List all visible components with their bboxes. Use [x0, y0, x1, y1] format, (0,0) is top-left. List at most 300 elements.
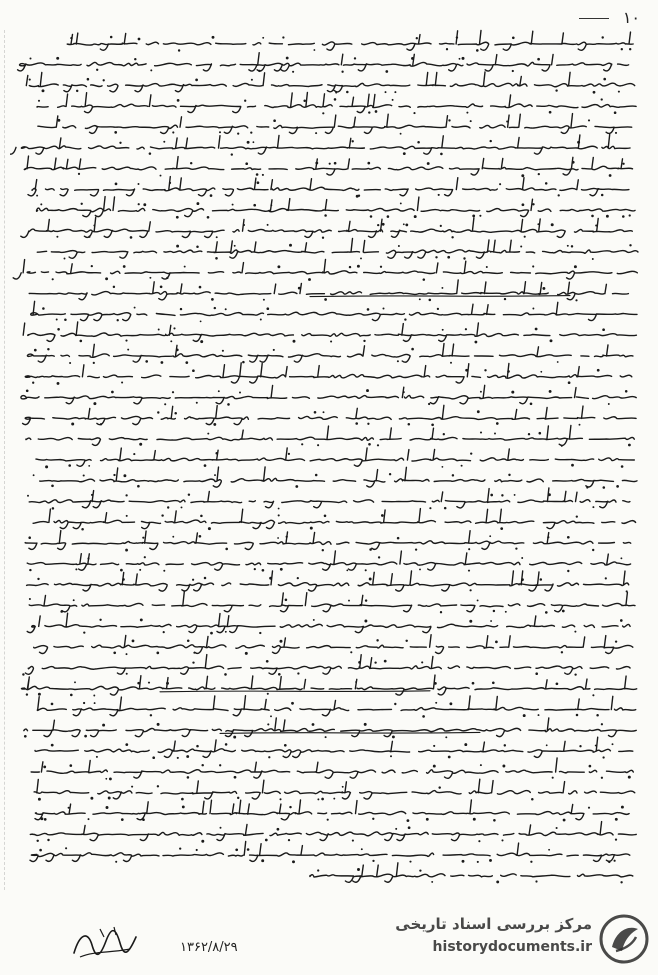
handwriting-dot — [592, 506, 594, 508]
handwriting-dot — [360, 257, 362, 259]
handwriting-dot — [384, 660, 387, 663]
handwriting-dot — [545, 182, 548, 185]
handwriting-dot — [357, 868, 360, 871]
handwriting-dot — [363, 340, 365, 342]
handwriting-dot — [445, 736, 447, 738]
handwriting-dot — [26, 693, 28, 695]
handwriting-dot — [501, 839, 503, 841]
handwriting-dot — [370, 215, 373, 218]
handwriting-dot — [321, 798, 324, 801]
handwriting-line — [38, 114, 632, 134]
handwriting-dot — [629, 214, 631, 216]
handwriting-dot — [400, 202, 402, 204]
handwriting-line — [34, 779, 635, 799]
handwriting-dot — [292, 71, 294, 73]
handwriting-dot — [196, 245, 199, 248]
handwriting-dot — [479, 215, 481, 217]
handwriting-dot — [568, 381, 571, 384]
handwriting-dot — [173, 327, 175, 329]
handwriting-dot — [222, 350, 224, 352]
handwriting-dot — [369, 578, 372, 581]
handwriting-dot — [532, 308, 534, 310]
handwriting-dot — [429, 507, 431, 509]
handwriting-dot — [83, 702, 85, 704]
handwriting-dot — [78, 173, 80, 175]
handwriting-dot — [367, 308, 370, 311]
handwriting-dot — [144, 556, 146, 558]
handwriting-dot — [125, 743, 128, 746]
handwriting-dot — [446, 48, 448, 50]
handwriting-dot — [490, 140, 492, 142]
handwriting-dot — [394, 703, 396, 705]
handwriting-dot — [380, 266, 382, 268]
handwriting-dot — [367, 162, 370, 165]
handwriting-dot — [243, 224, 245, 226]
handwriting-dot — [267, 693, 269, 695]
handwriting-dot — [398, 245, 400, 247]
handwriting-line — [35, 737, 633, 757]
handwriting-dot — [196, 402, 198, 404]
handwriting-dot — [76, 90, 78, 92]
handwriting-line — [37, 696, 635, 716]
handwriting-dot — [267, 723, 269, 725]
handwriting-dot — [140, 618, 143, 621]
handwriting-dot — [438, 786, 440, 788]
handwriting-dot — [312, 723, 315, 726]
handwriting-dot — [567, 570, 569, 572]
handwriting-dot — [145, 360, 148, 363]
handwriting-dot — [574, 673, 576, 675]
handwriting-dot — [100, 423, 102, 425]
handwriting-dot — [119, 142, 121, 144]
handwriting-dot — [448, 756, 451, 759]
handwriting-dot — [163, 570, 165, 572]
handwriting-dot — [278, 508, 280, 510]
handwriting-dot — [133, 453, 135, 455]
handwriting-dot — [192, 369, 195, 372]
handwriting-dot — [213, 423, 216, 426]
handwriting-dot — [394, 91, 396, 93]
handwriting-dot — [252, 141, 254, 143]
handwriting-dot — [551, 223, 554, 226]
handwriting-dot — [195, 79, 198, 82]
handwriting-dot — [434, 682, 437, 685]
handwriting-dot — [477, 861, 479, 863]
handwriting-dot — [586, 486, 588, 488]
handwriting-dot — [397, 360, 399, 362]
handwriting-dot — [595, 745, 597, 747]
handwriting-dot — [268, 756, 270, 758]
handwriting-dot — [591, 215, 594, 218]
handwriting-dot — [387, 215, 390, 218]
handwriting-dot — [28, 536, 31, 539]
handwriting-dot — [552, 777, 554, 779]
handwriting-dot — [266, 660, 269, 663]
handwriting-dot — [166, 682, 169, 685]
handwriting-dot — [56, 236, 58, 238]
handwriting-dot — [34, 349, 37, 352]
handwriting-dot — [273, 349, 275, 351]
handwriting-line — [13, 259, 637, 279]
handwriting-dot — [447, 256, 450, 259]
handwriting-line — [25, 531, 631, 550]
handwriting-dot — [324, 515, 327, 518]
handwriting-dot — [571, 464, 574, 467]
handwriting-dot — [115, 183, 118, 186]
handwriting-dot — [540, 371, 542, 373]
handwriting-dot — [620, 557, 622, 559]
handwriting-line — [31, 301, 637, 320]
handwriting-dot — [361, 848, 363, 850]
handwriting-dot — [106, 806, 109, 809]
handwriting-dot — [528, 433, 530, 435]
handwriting-dot — [218, 390, 220, 392]
handwriting-dot — [496, 880, 499, 883]
handwriting-dot — [33, 474, 35, 476]
handwriting-dot — [261, 859, 264, 862]
handwriting-dot — [125, 549, 128, 552]
watermark-title: مرکز بررسی اسناد تاریخی — [395, 915, 592, 933]
handwriting-dot — [214, 474, 216, 476]
handwriting-dot — [427, 162, 430, 165]
handwriting-dot — [313, 49, 315, 51]
handwriting-dot — [603, 486, 606, 489]
handwriting-dot — [628, 776, 631, 779]
handwriting-dot — [211, 298, 214, 301]
handwriting-line — [28, 177, 629, 196]
handwriting-dot — [448, 119, 450, 121]
handwriting-line — [23, 405, 637, 424]
handwriting-line — [35, 800, 629, 820]
handwriting-dot — [354, 57, 356, 59]
handwriting-dot — [404, 318, 406, 320]
handwriting-dot — [603, 78, 606, 81]
handwriting-dot — [531, 798, 534, 801]
handwriting-dot — [247, 848, 250, 851]
handwriting-dot — [441, 466, 443, 468]
handwriting-dot — [442, 329, 444, 331]
handwriting-dot — [68, 464, 71, 467]
handwriting-dot — [437, 308, 439, 310]
handwriting-dot — [621, 48, 623, 50]
handwriting-dot — [131, 786, 133, 788]
handwriting-dot — [465, 328, 467, 330]
handwriting-dot — [138, 183, 140, 185]
handwriting-dot — [625, 390, 628, 393]
handwriting-dot — [178, 49, 180, 51]
handwriting-dot — [324, 298, 327, 301]
handwriting-dot — [334, 162, 337, 165]
handwriting-dot — [402, 391, 404, 393]
handwriting-dot — [605, 577, 607, 579]
handwriting-dot — [134, 307, 136, 309]
handwriting-line — [30, 842, 630, 862]
handwriting-dot — [556, 827, 558, 829]
handwriting-dot — [282, 36, 284, 38]
handwriting-dot — [280, 568, 283, 571]
handwriting-dot — [303, 100, 306, 103]
handwriting-dot — [134, 58, 136, 60]
underline-stroke — [220, 732, 480, 733]
handwriting-dot — [621, 465, 624, 468]
handwriting-dot — [253, 204, 256, 207]
handwriting-dot — [204, 577, 207, 580]
handwriting-dot — [69, 362, 71, 364]
handwriting-dot — [113, 474, 115, 476]
handwriting-dot — [549, 111, 552, 114]
handwriting-dot — [389, 473, 391, 475]
handwriting-dot — [535, 672, 538, 675]
handwriting-dot — [456, 36, 458, 38]
handwriting-dot — [152, 756, 155, 759]
handwriting-dot — [341, 71, 343, 73]
handwriting-dot — [504, 744, 506, 746]
handwriting-dot — [179, 847, 181, 849]
handwriting-dot — [342, 786, 344, 788]
handwriting-dot — [123, 474, 126, 477]
handwriting-dot — [29, 598, 31, 600]
handwriting-dot — [620, 881, 622, 883]
handwriting-dot — [277, 828, 280, 831]
handwriting-dot — [150, 714, 152, 716]
handwriting-line — [27, 344, 633, 363]
handwriting-dot — [199, 286, 202, 289]
handwriting-dot — [472, 215, 475, 218]
handwriting-dot — [239, 392, 241, 394]
handwriting-dot — [615, 818, 618, 821]
handwriting-dot — [501, 494, 503, 496]
handwriting-dot — [270, 204, 272, 206]
handwriting-dot — [588, 807, 590, 809]
handwriting-dot — [125, 494, 127, 496]
handwriting-dot — [352, 840, 354, 842]
handwriting-line — [33, 509, 636, 529]
handwriting-dot — [621, 806, 624, 809]
handwriting-dot — [628, 444, 631, 447]
handwriting-dot — [126, 653, 128, 655]
handwriting-dot — [142, 818, 145, 821]
handwriting-dot — [260, 319, 262, 321]
handwriting-dot — [480, 391, 482, 393]
handwriting-dot — [620, 619, 623, 622]
handwriting-dot — [105, 277, 108, 280]
handwriting-dot — [279, 798, 281, 800]
handwriting-dot — [60, 610, 63, 613]
handwriting-dot — [130, 236, 133, 239]
handwriting-dot — [110, 36, 113, 39]
handwriting-dot — [317, 869, 319, 871]
handwriting-dot — [149, 152, 152, 155]
handwriting-dot — [378, 556, 380, 558]
handwriting-dot — [176, 216, 179, 219]
handwriting-dot — [80, 340, 83, 343]
handwriting-dot — [346, 569, 348, 571]
handwriting-dot — [333, 798, 335, 800]
handwriting-dot — [43, 765, 46, 768]
handwriting-dot — [114, 131, 117, 134]
handwriting-dot — [440, 225, 442, 227]
handwriting-dot — [606, 215, 609, 218]
handwriting-dot — [463, 257, 465, 259]
handwriting-dot — [346, 91, 349, 94]
handwriting-dot — [546, 744, 548, 746]
handwriting-line — [37, 197, 635, 217]
handwriting-dot — [440, 611, 442, 613]
handwriting-line — [37, 93, 636, 113]
handwriting-dot — [381, 514, 384, 517]
handwriting-dot — [494, 433, 496, 435]
handwriting-dot — [355, 681, 357, 683]
handwriting-dot — [500, 527, 503, 530]
handwriting-dot — [278, 514, 280, 516]
handwriting-dot — [117, 319, 119, 321]
handwriting-dot — [40, 817, 43, 820]
handwriting-dot — [480, 764, 482, 766]
handwriting-dot — [32, 382, 34, 384]
handwriting-dot — [608, 403, 610, 405]
handwriting-dot — [200, 321, 202, 323]
handwriting-dot — [431, 423, 434, 426]
handwriting-dot — [225, 743, 228, 746]
handwriting-dot — [84, 735, 87, 738]
handwriting-dot — [137, 485, 140, 488]
handwriting-dot — [334, 98, 337, 101]
handwriting-dot — [323, 411, 325, 413]
handwriting-dot — [473, 818, 476, 821]
handwriting-dot — [215, 257, 218, 260]
handwriting-dot — [127, 349, 129, 351]
handwriting-dot — [532, 265, 534, 267]
handwriting-dot — [428, 403, 430, 405]
handwriting-dot — [601, 194, 604, 197]
handwriting-dot — [219, 131, 221, 133]
handwriting-dot — [429, 299, 432, 302]
handwriting-line — [10, 134, 630, 154]
handwriting-dot — [405, 224, 408, 227]
handwriting-dot — [161, 514, 163, 516]
handwriting-dot — [227, 403, 230, 406]
handwriting-dot — [419, 869, 421, 871]
handwriting-dot — [356, 195, 359, 198]
handwriting-dot — [322, 112, 324, 114]
handwriting-dot — [265, 839, 268, 842]
handwriting-dot — [308, 278, 311, 281]
handwriting-dot — [285, 599, 288, 602]
handwriting-dot — [477, 599, 479, 601]
handwriting-dot — [52, 278, 54, 280]
handwriting-line — [21, 385, 636, 404]
handwriting-dot — [42, 89, 45, 92]
handwriting-dot — [237, 132, 239, 134]
handwriting-dot — [245, 162, 248, 165]
handwriting-line — [29, 592, 635, 612]
handwriting-dot — [113, 651, 116, 654]
handwriting-dot — [392, 99, 394, 101]
handwriting-dot — [210, 194, 213, 197]
handwriting-dot — [163, 631, 165, 633]
handwriting-dot — [172, 536, 174, 538]
handwriting-dot — [182, 805, 185, 808]
handwriting-dot — [507, 370, 510, 373]
handwriting-dot — [57, 119, 60, 122]
handwriting-dot — [200, 340, 203, 343]
handwriting-dot — [431, 881, 433, 883]
handwriting-dot — [504, 298, 506, 300]
handwriting-dot — [462, 860, 465, 863]
handwriting-dot — [36, 840, 38, 842]
handwriting-dot — [251, 79, 253, 81]
handwriting-dot — [47, 839, 49, 841]
handwriting-dot — [579, 424, 581, 426]
handwriting-dot — [367, 423, 369, 425]
handwriting-dot — [325, 736, 327, 738]
handwriting-dot — [87, 78, 90, 81]
handwriting-dot — [157, 723, 160, 726]
handwriting-dot — [233, 736, 236, 739]
handwriting-dot — [51, 744, 54, 747]
handwriting-dot — [592, 694, 594, 696]
handwriting-line — [21, 655, 631, 675]
handwriting-dot — [120, 569, 123, 572]
handwriting-dot — [443, 433, 445, 435]
date-note: ۱۳۶۲/۸/۲۹ — [180, 940, 238, 955]
handwriting-dot — [466, 112, 468, 114]
handwriting-dot — [109, 777, 112, 780]
handwriting-dot — [433, 765, 436, 768]
handwriting-dot — [44, 818, 47, 821]
handwriting-line — [30, 239, 638, 259]
handwriting-line — [26, 425, 634, 445]
handwriting-dot — [51, 484, 54, 487]
handwriting-dot — [125, 340, 127, 342]
handwriting-dot — [614, 111, 617, 114]
handwriting-dot — [548, 849, 550, 851]
handwriting-dot — [57, 382, 60, 385]
handwriting-dot — [81, 528, 84, 531]
handwriting-dot — [94, 702, 96, 704]
handwriting-dot — [157, 411, 159, 413]
handwriting-dot — [201, 840, 204, 843]
handwriting-dot — [408, 423, 411, 426]
handwriting-dot — [91, 494, 93, 496]
handwriting-dot — [324, 214, 327, 217]
handwriting-dot — [289, 806, 291, 808]
handwriting-dot — [601, 777, 603, 779]
handwriting-dot — [187, 639, 190, 642]
handwriting-dot — [545, 611, 548, 614]
handwriting-dot — [126, 673, 128, 675]
handwriting-dot — [99, 619, 101, 621]
handwriting-dot — [366, 389, 369, 392]
handwriting-dot — [277, 265, 280, 268]
handwriting-dot — [397, 537, 400, 540]
handwriting-dot — [520, 245, 522, 247]
handwriting-line — [24, 758, 633, 778]
handwriting-dot — [622, 163, 624, 165]
handwriting-dot — [231, 153, 233, 155]
handwriting-dot — [601, 98, 603, 100]
handwriting-line — [25, 488, 630, 508]
underline-stroke — [160, 691, 430, 692]
handwriting-dot — [273, 119, 276, 122]
handwriting-dot — [123, 265, 126, 268]
handwriting-dot — [601, 723, 603, 725]
handwriting-dot — [451, 236, 453, 238]
handwriting-dot — [567, 245, 569, 247]
handwriting-dot — [176, 245, 179, 248]
handwriting-dot — [138, 38, 141, 41]
handwriting-dot — [556, 682, 559, 685]
